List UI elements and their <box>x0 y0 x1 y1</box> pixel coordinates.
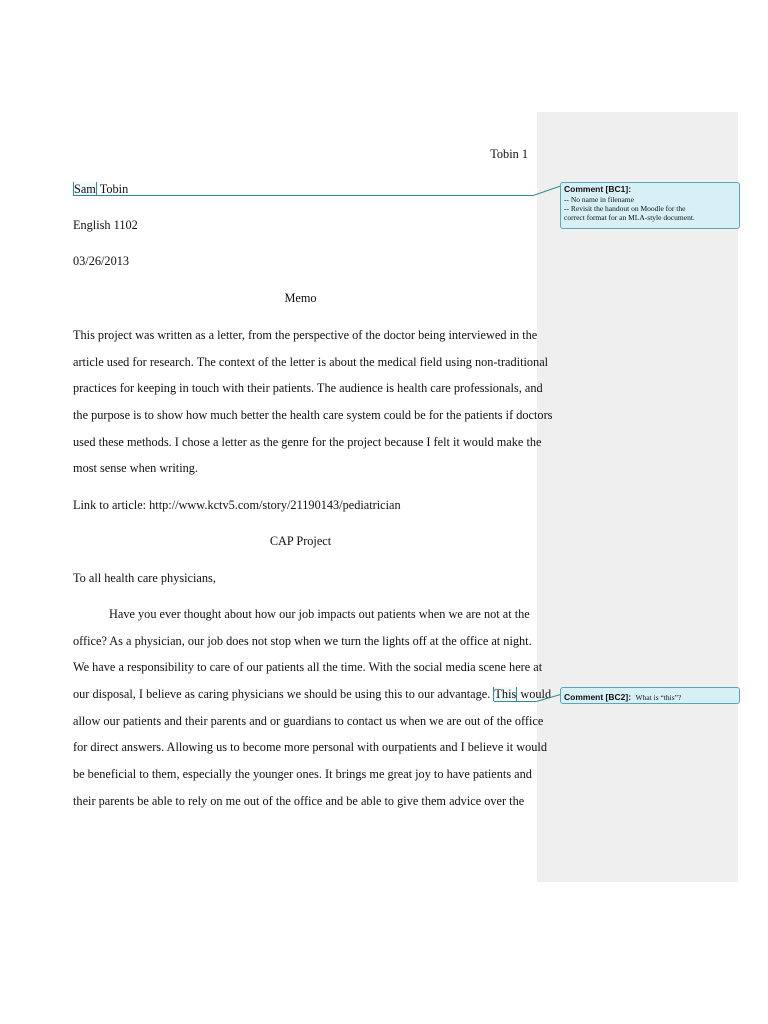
comment-leader-bc1 <box>74 195 533 196</box>
letter-line-text: our disposal, I believe as caring physicians we should be using this to our advantage. <box>73 687 491 701</box>
salutation: To all health care physicians, <box>73 571 216 585</box>
memo-line: most sense when writing. <box>73 461 199 475</box>
article-link-line[interactable]: Link to article: http://www.kctv5.com/story/21190143/pediatrician <box>73 498 401 512</box>
memo-line: practices for keeping in touch with their patients. The audience is health care professionals, and <box>73 381 543 395</box>
letter-line: for direct answers. Allowing us to become more personal with ourpatients and I believe it would <box>73 740 547 754</box>
memo-title: Memo <box>284 291 317 305</box>
letter-line: We have a responsibility to care of our patients all the time. With the social media scene here at <box>73 660 543 674</box>
memo-line: article used for research. The context of the letter is about the medical field using non-traditional <box>73 355 549 369</box>
comment-text-line: -- No name in filename <box>564 195 634 204</box>
letter-line: allow our patients and their parents and or guardians to contact us when we are out of the office <box>73 714 544 728</box>
comment-text-line: correct format for an MLA-style document. <box>564 213 695 222</box>
comment-text: What is “this”? <box>635 693 682 702</box>
letter-line: be beneficial to them, especially the younger ones. It brings me great joy to have patients and <box>73 767 532 781</box>
memo-line: the purpose is to show how much better the health care system could be for the patients if doctors <box>73 408 553 422</box>
memo-line: This project was written as a letter, from the perspective of the doctor being interviewed in the <box>73 328 538 342</box>
course-line: English 1102 <box>73 218 138 232</box>
comment-anchor-bc1[interactable]: Sam <box>74 182 96 196</box>
memo-line: used these methods. I chose a letter as the genre for the project because I felt it would make the <box>73 435 542 449</box>
comment-anchor-bc2[interactable]: This <box>494 687 517 701</box>
letter-line: their parents be able to rely on me out of the office and be able to give them advice over the <box>73 794 525 808</box>
letter-line: office? As a physician, our job does not stop when we turn the lights off at the office at night. <box>73 634 532 648</box>
letter-line: Have you ever thought about how our job impacts out patients when we are not at the <box>109 607 530 621</box>
project-title: CAP Project <box>269 534 332 548</box>
date-line: 03/26/2013 <box>73 254 130 268</box>
comment-balloon-bc1[interactable] <box>560 182 740 229</box>
comment-label: Comment [BC1]: <box>564 184 632 194</box>
letter-line-text: would <box>520 687 552 701</box>
comment-text-line: -- Revisit the handout on Moodle for the <box>564 204 686 213</box>
comment-balloon-bc2[interactable] <box>560 687 740 704</box>
running-head: Tobin 1 <box>490 147 528 161</box>
author-last-name: Tobin <box>99 182 129 196</box>
letter-line-with-comment <box>73 686 551 702</box>
comment-label: Comment [BC2]: <box>564 692 632 702</box>
comment-leader-bc2 <box>494 701 536 702</box>
